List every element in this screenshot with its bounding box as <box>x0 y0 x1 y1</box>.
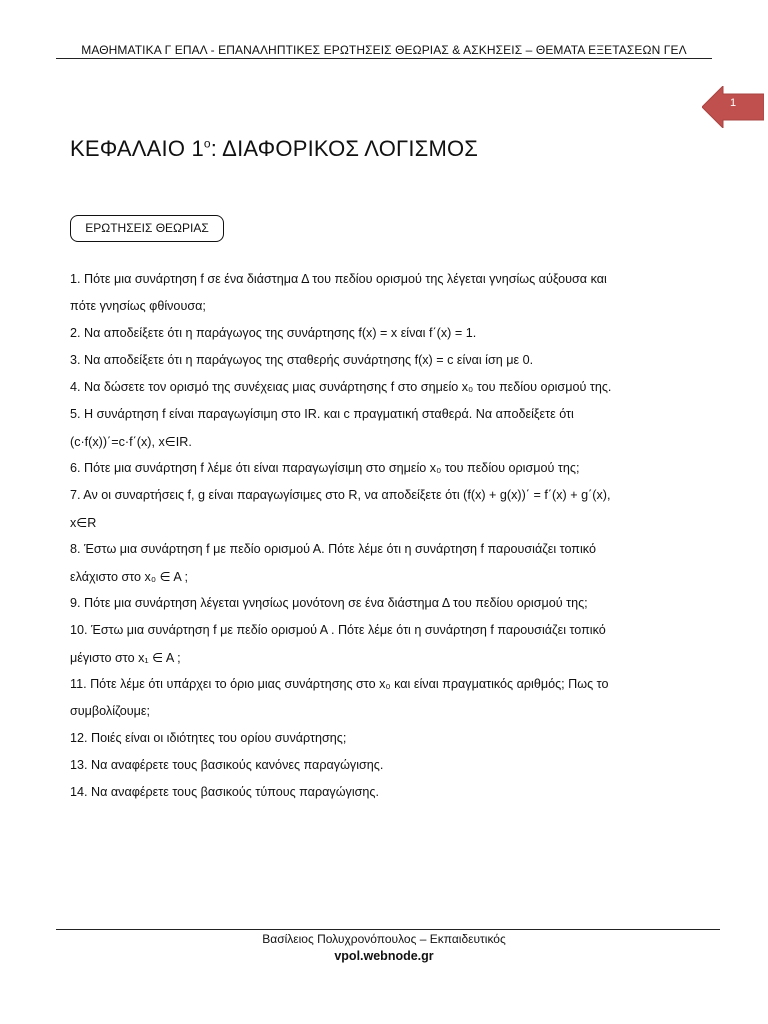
page-header: ΜΑΘΗΜΑΤΙΚΑ Γ ΕΠΑΛ - ΕΠΑΝΑΛΗΠΤΙΚΕΣ ΕΡΩΤΗΣΕΙΣ ΘΕΩΡΙΑΣ & ΑΣΚΗΣΕΙΣ – ΘΕΜΑΤΑ ΕΞΕΤΑΣΕΩΝ ΓΕΛ <box>81 43 687 57</box>
chapter-title <box>70 136 478 162</box>
question-3: 3. Να αποδείξετε ότι η παράγωγος της σταθερής συνάρτησης f(x) = c είναι ίση με 0. <box>70 353 534 367</box>
question-13: 13. Να αναφέρετε τους βασικούς κανόνες παραγώγισης. <box>70 758 384 772</box>
question-2: 2. Να αποδείξετε ότι η παράγωγος της συνάρτησης f(x) = x είναι f΄(x) = 1. <box>70 326 477 340</box>
footer-divider <box>56 929 720 930</box>
question-6: 6. Πότε μια συνάρτηση f λέμε ότι είναι παραγωγίσιμη στο σημείο x₀ του πεδίου ορισμού της; <box>70 461 580 475</box>
question-12: 12. Ποιές είναι οι ιδιότητες του ορίου συνάρτησης; <box>70 731 347 745</box>
question-7-line-2: x∈R <box>70 516 97 530</box>
header-divider <box>56 58 712 59</box>
question-9: 9. Πότε μια συνάρτηση λέγεται γνησίως μονότονη σε ένα διάστημα Δ του πεδίου ορισμού της; <box>70 596 588 610</box>
page-number: 1 <box>729 97 737 109</box>
question-8-line-1: 8. Έστω μια συνάρτηση f με πεδίο ορισμού Α. Πότε λέμε ότι η συνάρτηση f παρουσιάζει τοπικό <box>70 542 596 556</box>
question-1-line-1: 1. Πότε μια συνάρτηση f σε ένα διάστημα Δ του πεδίου ορισμού της λέγεται γνησίως αύξουσα και <box>70 272 607 286</box>
chapter-title-prefix: ΚΕΦΑΛΑΙΟ 1 <box>70 136 204 161</box>
question-11-line-2: συμβολίζουμε; <box>70 704 150 718</box>
chapter-title-ordinal: ο <box>203 136 211 151</box>
question-1-line-2: πότε γνησίως φθίνουσα; <box>70 299 206 313</box>
question-11-line-1: 11. Πότε λέμε ότι υπάρχει το όριο μιας συνάρτησης στο x₀ και είναι πραγματικός αριθμός; Πως το <box>70 677 609 691</box>
question-5-line-2: (c·f(x))΄=c·f΄(x), x∈IR. <box>70 435 192 449</box>
footer-website: vpol.webnode.gr <box>334 949 434 963</box>
question-5-line-1: 5. Η συνάρτηση f είναι παραγωγίσιμη στο IR. και c πραγματική σταθερά. Να αποδείξετε ότι <box>70 407 574 421</box>
question-10-line-2: μέγιστο στο x₁ ∈ A ; <box>70 651 181 665</box>
question-10-line-1: 10. Έστω μια συνάρτηση f με πεδίο ορισμού Α . Πότε λέμε ότι η συνάρτηση f παρουσιάζει τοπικό <box>70 623 606 637</box>
question-14: 14. Να αναφέρετε τους βασικούς τύπους παραγώγισης. <box>70 785 379 799</box>
chapter-title-suffix: : ΔΙΑΦΟΡΙΚΟΣ ΛΟΓΙΣΜΟΣ <box>210 136 479 161</box>
question-7-line-1: 7. Αν οι συναρτήσεις f, g είναι παραγωγίσιμες στο R, να αποδείξετε ότι (f(x) + g(x))΄ = f΄(x) + g΄(x), <box>70 488 611 502</box>
section-label: ΕΡΩΤΗΣΕΙΣ ΘΕΩΡΙΑΣ <box>70 215 224 242</box>
question-8-line-2: ελάχιστο στο x₀ ∈ A ; <box>70 570 189 584</box>
footer-author: Βασίλειος Πολυχρονόπουλος – Εκπαιδευτικός <box>262 932 506 946</box>
question-4: 4. Να δώσετε τον ορισμό της συνέχειας μιας συνάρτησης f στο σημείο x₀ του πεδίου ορισμού της. <box>70 380 612 394</box>
